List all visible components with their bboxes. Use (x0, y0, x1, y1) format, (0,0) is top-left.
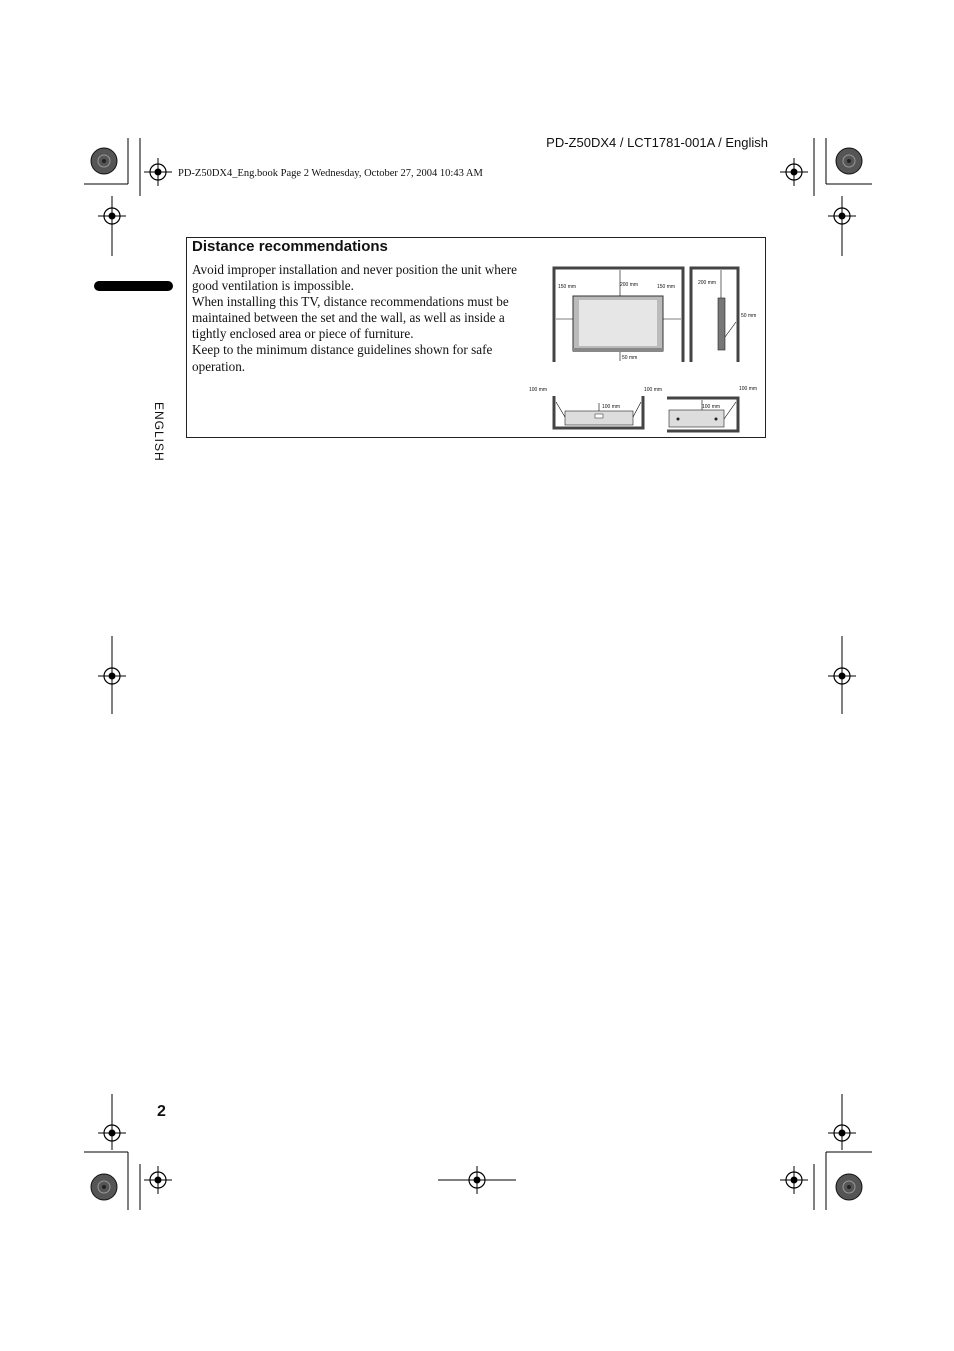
language-tab-bar (94, 281, 173, 291)
front-bottom-label: 50 mm (622, 355, 638, 361)
paragraph: Avoid improper installation and never position the unit where good ventilation is impossible. (192, 262, 517, 294)
disc-mark (91, 1174, 117, 1200)
crosshair-mark (780, 158, 808, 186)
crosshair-mark (144, 158, 172, 186)
topview-center-label: 100 mm (602, 404, 621, 410)
sidemount-right-label: 100 mm (739, 386, 758, 392)
side-rear-label: 50 mm (741, 313, 757, 319)
front-right-label: 150 mm (657, 284, 676, 290)
document-header: PD-Z50DX4 / LCT1781-001A / English (546, 135, 768, 150)
side-top-label: 200 mm (698, 280, 717, 286)
sidemount-center-label: 100 mm (702, 404, 721, 410)
page-number: 2 (157, 1103, 166, 1120)
front-left-label: 150 mm (558, 284, 577, 290)
crosshair-mark (144, 1166, 172, 1194)
crosshair-mark (780, 1166, 808, 1194)
front-view-diagram (554, 268, 683, 362)
section-body (192, 262, 522, 375)
topview-right-label: 100 mm (644, 387, 663, 393)
front-top-label: 200 mm (620, 282, 639, 288)
section-title: Distance recommendations (192, 238, 388, 255)
disc-mark (836, 1174, 862, 1200)
book-file-info: PD-Z50DX4_Eng.book Page 2 Wednesday, October 27, 2004 10:43 AM (178, 168, 483, 179)
side-mount-diagram (667, 386, 757, 431)
language-label: ENGLISH (152, 402, 166, 462)
side-view-diagram (691, 268, 756, 362)
paragraph: When installing this TV, distance recommendations must be maintained between the set and the wall, as well as inside a tightly enclosed area or piece of furniture. (192, 294, 509, 342)
paragraph: Keep to the minimum distance guidelines shown for safe operation. (192, 342, 493, 374)
topview-left-label: 100 mm (529, 387, 548, 393)
disc-mark (91, 148, 117, 174)
disc-mark (836, 148, 862, 174)
top-view-diagram (529, 387, 662, 428)
distance-diagram (520, 262, 765, 434)
